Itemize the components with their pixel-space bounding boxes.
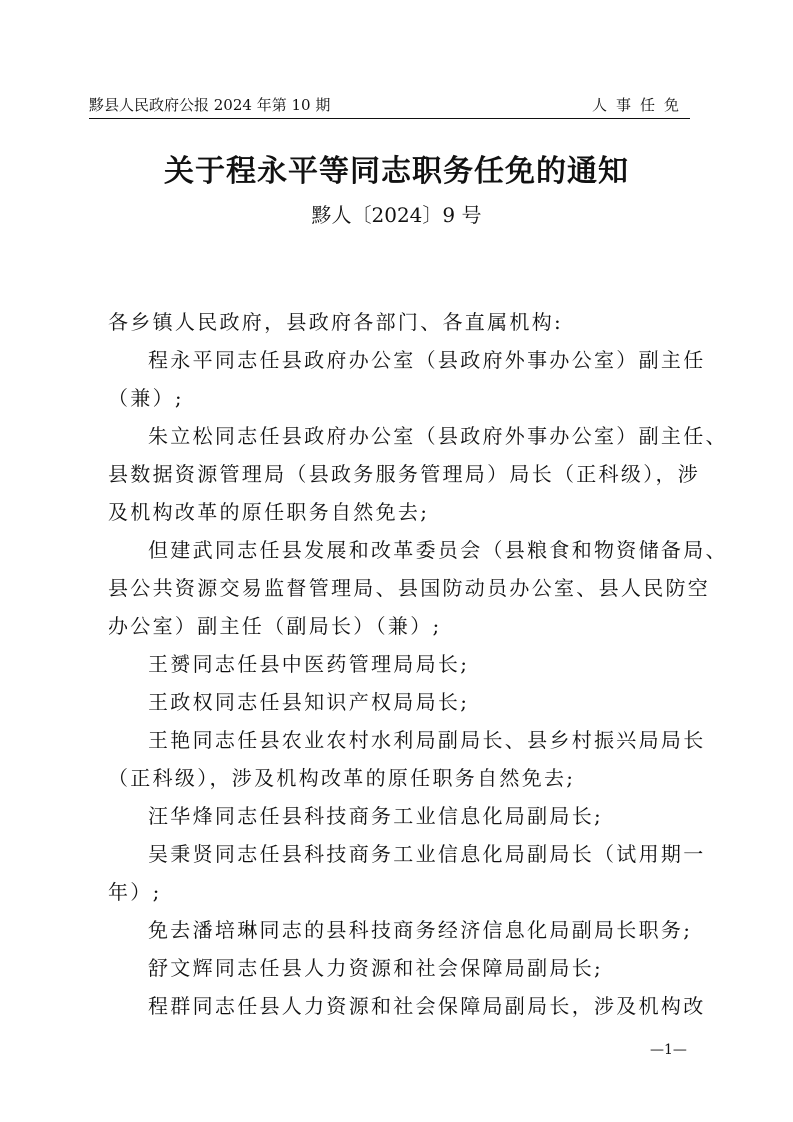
body-line: 县公共资源交易监督管理局、县国防动员办公室、县人民防空 <box>108 576 711 600</box>
publication-title: 黟县人民政府公报 2024 年第 10 期 <box>89 96 331 114</box>
document-title: 关于程永平等同志职务任免的通知 <box>164 154 629 189</box>
body-line: 王艳同志任县农业农村水利局副局长、县乡村振兴局局长 <box>148 728 706 752</box>
body-line: 程永平同志任县政府办公室（县政府外事办公室）副主任 <box>148 348 706 372</box>
page-number: —1— <box>650 1042 687 1058</box>
body-line: （兼）; <box>108 386 184 410</box>
body-line: 免去潘培琳同志的县科技商务经济信息化局副局长职务; <box>148 918 693 942</box>
body-line: 舒文辉同志任县人力资源和社会保障局副局长; <box>148 956 604 980</box>
body-line: 办公室）副主任（副局长）（兼）; <box>108 614 442 638</box>
body-line: （正科级），涉及机构改革的原任职务自然免去; <box>108 766 576 790</box>
body-line: 年）; <box>108 880 162 904</box>
body-line: 汪华烽同志任县科技商务工业信息化局副局长; <box>148 804 604 828</box>
body-line: 朱立松同志任县政府办公室（县政府外事办公室）副主任、 <box>148 424 728 448</box>
document-number: 黟人〔2024〕9 号 <box>311 203 482 227</box>
body-line: 王政权同志任县知识产权局局长; <box>148 690 470 714</box>
body-line: 王赟同志任县中医药管理局局长; <box>148 652 470 676</box>
running-header <box>89 92 690 119</box>
body-line: 及机构改革的原任职务自然免去; <box>108 500 430 524</box>
section-label: 人事任免 <box>591 96 688 114</box>
salutation-line: 各乡镇人民政府，县政府各部门、各直属机构: <box>108 310 564 334</box>
body-line: 程群同志任县人力资源和社会保障局副局长，涉及机构改 <box>148 994 706 1018</box>
body-line: 吴秉贤同志任县科技商务工业信息化局副局长（试用期一 <box>148 842 706 866</box>
body-line: 但建武同志任县发展和改革委员会（县粮食和物资储备局、 <box>148 538 728 562</box>
body-line: 县数据资源管理局（县政务服务管理局）局长（正科级），涉 <box>108 462 701 486</box>
